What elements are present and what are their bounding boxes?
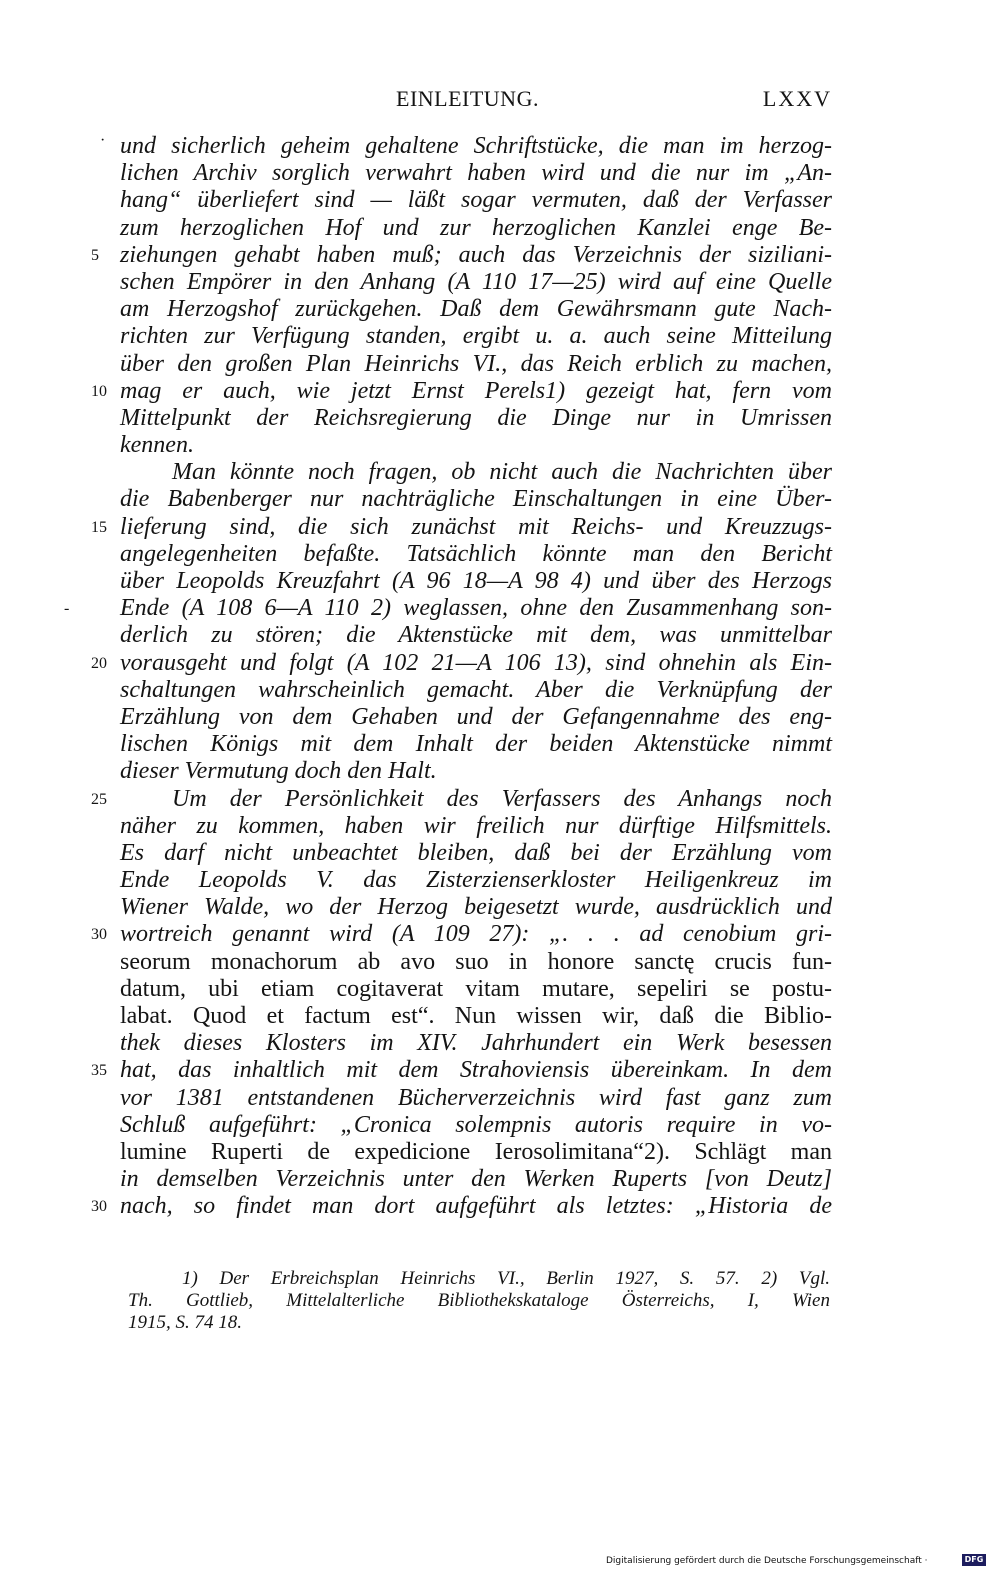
text-line: - Ende (A 108 6—A 110 2) weglassen, ohne den Zusammenhang son- xyxy=(64,595,832,622)
text-line: · und sicherlich geheim gehaltene Schriftstücke, die man im herzog- xyxy=(0,133,832,160)
text-line: in demselben Verzeichnis unter den Werken Ruperts [von Deutz] xyxy=(120,1166,832,1193)
text-line-latin: seorum monachorum ab avo suo in honore sanctę crucis fun- xyxy=(120,948,832,975)
text-line: am Herzogshof zurückgehen. Daß dem Gewährsmann gute Nach- xyxy=(120,296,832,323)
text-line: 35 hat, das inhaltlich mit dem Strahoviensis übereinkam. In dem xyxy=(91,1057,832,1084)
text-line: angelegenheiten befaßte. Tatsächlich könnte man den Bericht xyxy=(120,540,832,567)
text-line: Wiener Walde, wo der Herzog beigesetzt wurde, ausdrücklich und xyxy=(120,894,832,921)
text-line: lichen Archiv sorglich verwahrt haben wird und die nur im „An- xyxy=(120,160,832,187)
line-number: 30 xyxy=(91,1198,107,1216)
text-line: Erzählung von dem Gehaben und der Gefangennahme des eng- xyxy=(120,703,832,730)
line-number: 10 xyxy=(91,382,107,400)
line-number: 15 xyxy=(91,518,107,536)
text-line: näher zu kommen, haben wir freilich nur dürftige Hilfsmittels. xyxy=(120,812,832,839)
text-line: über Leopolds Kreuzfahrt (A 96 18—A 98 4) und über des Herzogs xyxy=(120,568,832,594)
line-number: 20 xyxy=(91,654,107,672)
text-line-mixed: lumine Ruperti de expedicione Ierosolimitana“2). Schlägt man xyxy=(120,1138,832,1165)
text-line: thek dieses Klosters im XIV. Jahrhundert ein Werk besessen xyxy=(120,1030,832,1057)
margin-dot: · xyxy=(100,132,106,149)
footnote-line: 1915, S. 74 18. xyxy=(128,1312,242,1333)
text-line: Mittelpunkt der Reichsregierung die Dinge nur in Umrissen xyxy=(120,404,832,431)
text-line: 30 wortreich genannt wird (A 109 27): „. . . ad cenobium gri- xyxy=(91,921,832,948)
text-line: über den großen Plan Heinrichs VI., das Reich erblich zu machen, xyxy=(120,350,832,377)
paragraph-start: Man könnte noch fragen, ob nicht auch die Nachrichten über xyxy=(172,459,832,486)
text-line: richten zur Verfügung standen, ergibt u. a. auch seine Mitteilung xyxy=(120,323,832,350)
text-line: derlich zu stören; die Aktenstücke mit dem, was unmittelbar xyxy=(120,622,832,649)
dfg-logo-icon: DFG xyxy=(962,1554,986,1566)
text-line: 20 vorausgeht und folgt (A 102 21—A 106 13), sind ohnehin als Ein- xyxy=(91,649,832,676)
running-title: EINLEITUNG. xyxy=(396,86,539,111)
line-number: 35 xyxy=(91,1062,107,1080)
text-line: Ende Leopolds V. das Zisterzienserkloster Heiligenkreuz im xyxy=(120,867,832,894)
margin-dash: - xyxy=(64,600,70,618)
text-line: Es darf nicht unbeachtet bleiben, daß bei der Erzählung vom xyxy=(120,839,832,866)
text-line: 5 ziehungen gehabt haben muß; auch das Verzeichnis der siziliani- xyxy=(91,241,832,268)
text-line: schen Empörer in den Anhang (A 110 17—25) wird auf eine Quelle xyxy=(120,268,832,295)
text-line: schaltungen wahrscheinlich gemacht. Aber die Verknüpfung der xyxy=(120,676,832,703)
line-number: 25 xyxy=(91,790,107,808)
text-line: Schluß aufgeführt: „Cronica solempnis autoris require in vo- xyxy=(120,1111,832,1138)
page-number: LXXV xyxy=(762,86,832,111)
text-line: vor 1381 entstandenen Bücherverzeichnis wird fast ganz zum xyxy=(120,1084,832,1111)
text-line: dieser Vermutung doch den Halt. xyxy=(120,758,437,785)
line-number: 30 xyxy=(91,926,107,944)
text-line: 30 nach, so findet man dort aufgeführt als letztes: „Historia de xyxy=(91,1193,832,1220)
text-line: hang“ überliefert sind — läßt sogar vermuten, daß der Verfasser xyxy=(120,187,832,214)
text-line: lischen Königs mit dem Inhalt der beiden Aktenstücke nimmt xyxy=(120,731,832,758)
text-line-mixed: labat. Quod et factum est“. Nun wissen wir, daß die Biblio- xyxy=(120,1003,832,1029)
main-text xyxy=(0,133,1000,1221)
text-line: zum herzoglichen Hof und zur herzoglichen Kanzlei enge Be- xyxy=(120,214,832,241)
line-number: 5 xyxy=(91,246,99,264)
footnote-line: Th. Gottlieb, Mittelalterliche Bibliothekskataloge Österreichs, I, Wien xyxy=(128,1290,830,1311)
footnotes xyxy=(0,1268,1000,1334)
footnote-line: 1) Der Erbreichsplan Heinrichs VI., Berlin 1927, S. 57. 2) Vgl. xyxy=(182,1268,830,1289)
text-line: die Babenberger nur nachträgliche Einschaltungen in eine Über- xyxy=(120,486,832,513)
paragraph-start: 25 Um der Persönlichkeit des Verfassers des Anhangs noch xyxy=(91,785,832,812)
running-header xyxy=(120,86,832,114)
text-line: kennen. xyxy=(120,432,194,459)
funding-note: Digitalisierung gefördert durch die Deutsche Forschungsgemeinschaft · xyxy=(606,1556,928,1566)
text-line: 10 mag er auch, wie jetzt Ernst Perels1) gezeigt hat, fern vom xyxy=(91,377,832,404)
text-line: 15 lieferung sind, die sich zunächst mit Reichs- und Kreuzzugs- xyxy=(91,513,832,540)
text-line-latin: datum, ubi etiam cogitaverat vitam mutare, sepeliri se postu- xyxy=(120,975,832,1002)
